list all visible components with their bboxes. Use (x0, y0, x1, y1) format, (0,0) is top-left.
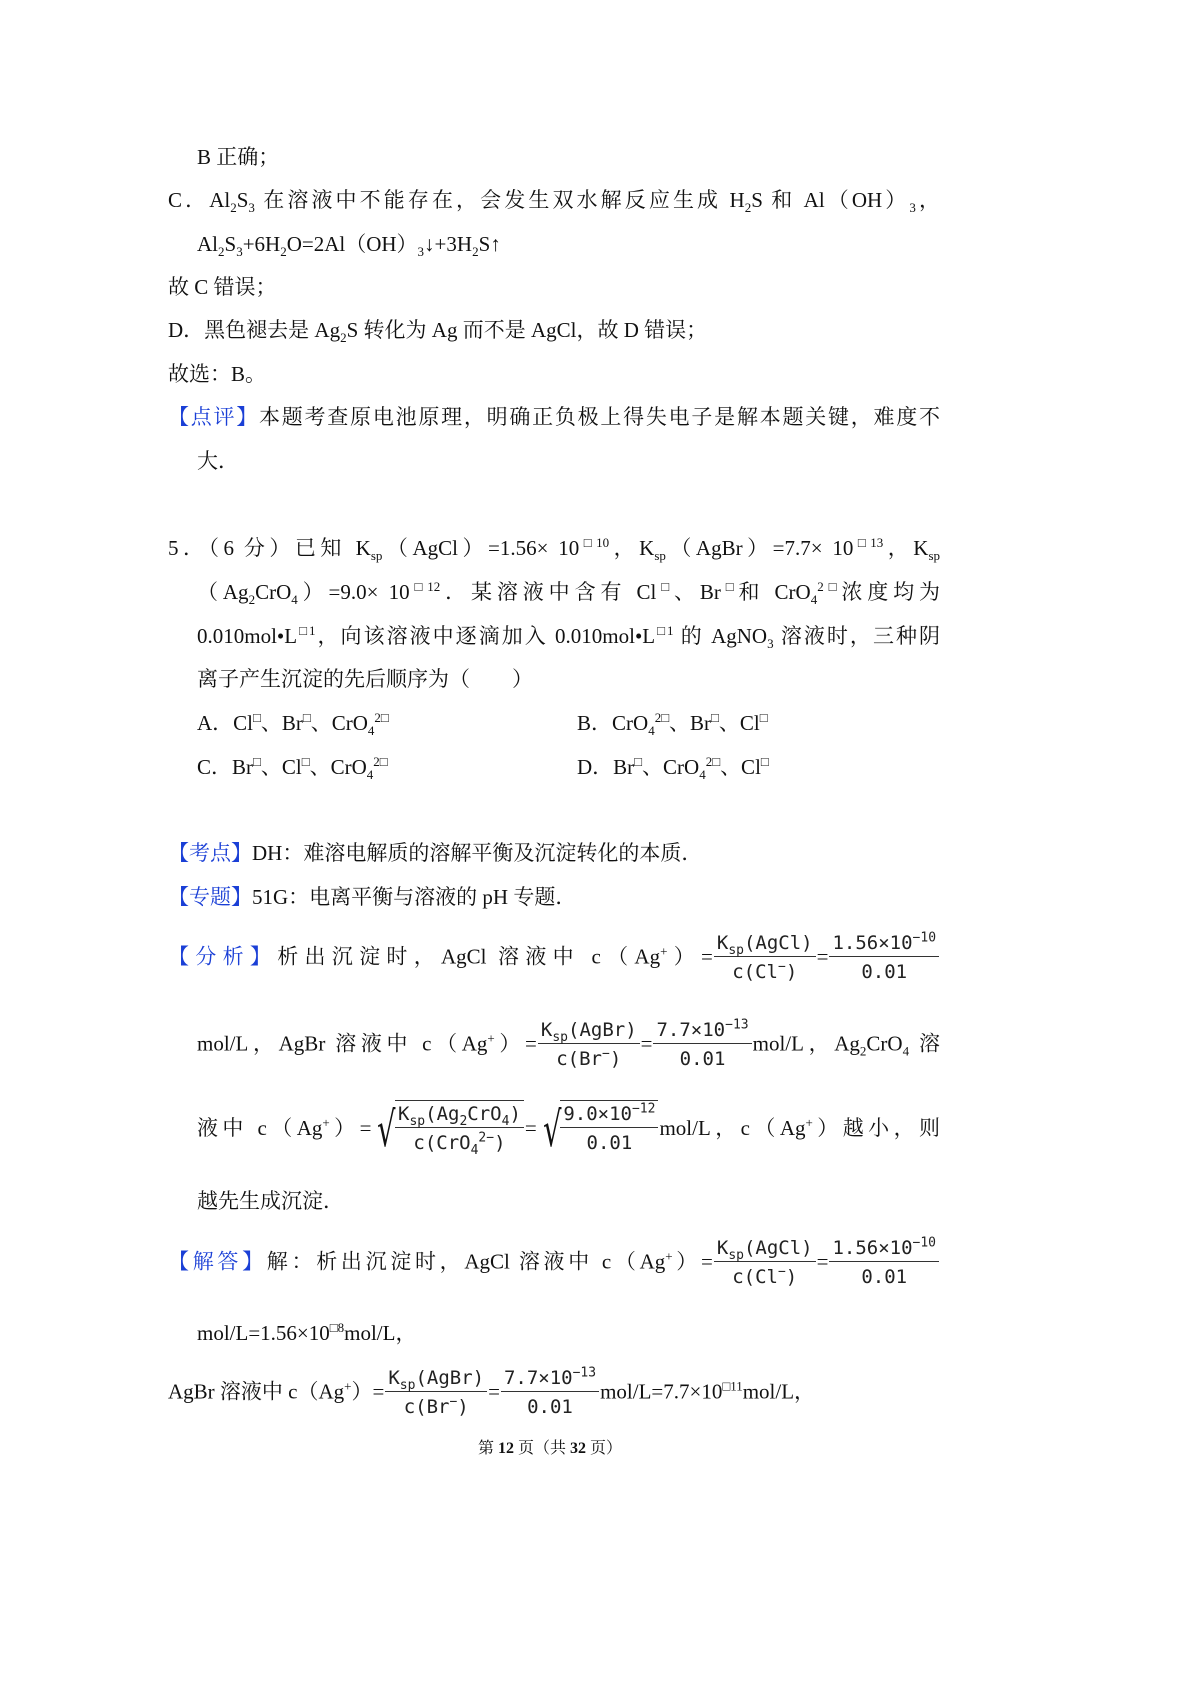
text-run: ，K (883, 536, 929, 560)
text-run: ，向该溶液中逐滴加入 0.010mol•L (315, 624, 656, 648)
text-run: 解：析出沉淀时，AgCl 溶液中 c（Ag (266, 1249, 666, 1274)
text-run: 、Br (260, 711, 303, 735)
text-run: 、Cl (720, 755, 761, 779)
text-run: (AgBr) (415, 1367, 485, 1389)
text-run: CrO (255, 580, 292, 604)
text-run: = (816, 1249, 829, 1274)
superscript: + (660, 943, 668, 959)
subscript: 4 (367, 723, 375, 739)
subscript: sp (370, 548, 383, 564)
text-run: K (398, 1103, 410, 1125)
text-run: （Ag (197, 580, 249, 604)
text-run: = (524, 1115, 537, 1140)
fraction-numerator (501, 1365, 599, 1392)
text-run: c(Cl (732, 1266, 778, 1288)
subscript: 2 (218, 244, 225, 260)
superscript: 2□ (817, 579, 842, 594)
text-run: (AgCl) (743, 1237, 813, 1259)
fraction-image (829, 1235, 939, 1292)
subscript: 4 (291, 592, 298, 608)
superscript: □ (759, 710, 768, 725)
text-run: 液中 c（Ag (197, 1115, 323, 1140)
subscript: sp (399, 1377, 416, 1393)
text-run: 0.01 (679, 1048, 726, 1070)
text-run: ）= (494, 1031, 537, 1056)
subscript: 4 (699, 767, 706, 783)
subscript: sp (409, 1113, 426, 1129)
superscript: □ (634, 754, 643, 769)
text-line (168, 186, 940, 214)
superscript: − (777, 1264, 786, 1280)
superscript: 2□ (654, 710, 670, 725)
text-run: 0.01 (586, 1132, 633, 1154)
text-run: 的 AgNO (673, 624, 768, 648)
radical-sign-icon: √ (542, 1102, 562, 1158)
fraction-numerator (829, 930, 939, 957)
superscript: + (665, 1248, 673, 1264)
text-line (197, 753, 388, 781)
superscript: 2□ (374, 710, 389, 725)
text-run: ，K (609, 536, 655, 560)
text-line (197, 143, 279, 171)
text-run: B．CrO (577, 711, 649, 735)
text-run: S 和 Al（OH） (751, 188, 910, 212)
superscript: −10 (912, 1235, 937, 1251)
superscript: □ (711, 710, 719, 725)
superscript: −13 (725, 1017, 749, 1033)
text-run: (AgBr) (568, 1019, 637, 1041)
text-run: ）越小，则 (812, 1115, 941, 1140)
text-run: S 转化为 Ag 而不是 AgCl，故 D 错误； (346, 318, 708, 342)
text-run: 大． (197, 449, 239, 473)
text-line (197, 1187, 344, 1215)
text-run: 9.0×10 (563, 1103, 632, 1125)
text-run: DH：难溶电解质的溶解平衡及沉淀转化的本质． (252, 841, 703, 865)
subscript: 3 (236, 244, 243, 260)
text-run: 离子产生沉淀的先后顺序为（ ） (197, 667, 533, 691)
text-run: 溶液时，三种阴 (773, 624, 940, 648)
text-line (168, 1235, 940, 1292)
text-line (168, 930, 940, 987)
text-run: mol/L=1.56×10 (197, 1321, 330, 1345)
page-number: 12 (497, 1440, 514, 1457)
subscript: sp (728, 942, 744, 958)
text-run: +6H (242, 232, 281, 256)
text-line (577, 753, 769, 781)
text-run: ↓+3H (424, 232, 473, 256)
text-run: CrO (866, 1031, 903, 1056)
subscript: sp (654, 548, 666, 564)
text-run: 7.7×10 (503, 1367, 573, 1389)
text-run: CrO (467, 1103, 502, 1125)
text-run: 故选：B。 (168, 362, 267, 386)
fraction-image (560, 1100, 658, 1160)
fraction-image (714, 930, 816, 987)
superscript: □ (253, 754, 261, 769)
superscript: 2− (478, 1130, 495, 1146)
text-run: （AgBr）=7.7× 10 (665, 536, 854, 560)
text-run: 和 CrO (738, 580, 811, 604)
text-line (197, 665, 533, 693)
text-run: 51G：电离平衡与溶液的 pH 专题． (252, 885, 577, 909)
fraction-denominator (401, 1392, 472, 1422)
text-run: 越先生成沉淀． (197, 1189, 344, 1213)
text-run: 7.7×10 (656, 1019, 726, 1041)
text-run: (AgCl) (743, 932, 813, 954)
text-line (197, 230, 501, 258)
fraction-image (501, 1365, 599, 1422)
fraction-denominator (729, 957, 800, 987)
text-run: 、Cl (260, 755, 302, 779)
text-run: Al (197, 232, 218, 256)
text-run: D．Br (577, 755, 635, 779)
section-label: 【点评】 (168, 405, 260, 429)
fraction-image (829, 930, 939, 987)
square-root (371, 1100, 524, 1160)
text-line (197, 578, 940, 606)
superscript: − (449, 1394, 458, 1410)
fraction-denominator (858, 1262, 910, 1292)
section-label: 【考点】 (168, 841, 252, 865)
superscript: −13 (572, 1365, 597, 1381)
text-run: 1.56×10 (832, 932, 913, 954)
subscript: 2 (340, 330, 347, 346)
superscript: □13 (853, 535, 884, 550)
superscript: □8 (329, 1320, 345, 1335)
subscript: 2 (472, 244, 479, 260)
text-run: AgBr 溶液中 c（Ag (168, 1379, 345, 1404)
text-line (168, 273, 277, 301)
subscript: 4 (501, 1113, 510, 1129)
section-label: 【专题】 (168, 885, 252, 909)
fraction-denominator (553, 1044, 624, 1074)
text-run: mol/L，c（Ag (659, 1115, 806, 1140)
text-run: c(Br (403, 1396, 450, 1418)
text-run: S (224, 232, 237, 256)
fraction-numerator (714, 930, 816, 957)
text-run: K (540, 1019, 553, 1041)
text-run: 、CrO (309, 755, 367, 779)
fraction-image (538, 1017, 640, 1074)
fraction-numerator (538, 1017, 640, 1044)
text-run: 在溶液中不能存在，会发生双水解反应生成 H (254, 188, 745, 212)
text-run: mol/L， (344, 1321, 417, 1345)
text-run: 0.01 (527, 1396, 573, 1418)
text-run: ）= (329, 1115, 372, 1140)
square-root (537, 1100, 660, 1160)
text-run: mol/L=7.7×10 (600, 1379, 723, 1404)
text-run: ）=9.0× 10 (297, 580, 410, 604)
text-line (168, 403, 940, 431)
subscript: 4 (648, 723, 655, 739)
superscript: − (602, 1046, 610, 1062)
text-line (197, 1100, 940, 1160)
text-run: C．Al (168, 188, 231, 212)
superscript: □ (301, 754, 310, 769)
subscript: 2 (230, 200, 237, 216)
superscript: □ (760, 754, 769, 769)
fraction-image (385, 1365, 487, 1422)
text-run: mol/L， (742, 1379, 816, 1404)
fraction-numerator (829, 1235, 939, 1262)
subscript: sp (552, 1029, 568, 1045)
subscript: 4 (902, 1043, 910, 1059)
text-run: ）= (672, 1249, 713, 1274)
fraction-image (653, 1017, 751, 1074)
fraction-denominator (584, 1128, 636, 1158)
fraction-numerator (653, 1017, 751, 1044)
text-run: ) (457, 1396, 469, 1418)
text-run: = (488, 1379, 500, 1404)
radical-sign-icon: √ (377, 1102, 396, 1158)
superscript: □11 (722, 1378, 743, 1394)
superscript: □10 (579, 535, 610, 550)
fraction-numerator (395, 1101, 524, 1128)
fraction-image (714, 1235, 816, 1292)
superscript: + (805, 1114, 813, 1130)
text-run: S (236, 188, 249, 212)
text-line (197, 622, 940, 650)
text-run: ) (494, 1132, 506, 1154)
text-run: 、CrO (642, 755, 700, 779)
text-run: ， (915, 188, 941, 212)
subscript: 4 (470, 1142, 479, 1158)
text-run: c(CrO (413, 1132, 471, 1154)
text-run: K (388, 1367, 400, 1389)
page-total: 32 (570, 1440, 586, 1457)
text-run: 故 C 错误； (168, 275, 277, 299)
text-run: 0.01 (861, 1266, 908, 1288)
text-run: ) (785, 961, 798, 983)
subscript: 2 (859, 1043, 867, 1059)
fraction-denominator (677, 1044, 729, 1074)
text-run: 0.010mol•L (197, 624, 298, 648)
superscript: □1 (655, 623, 674, 638)
text-run: ) (609, 1048, 622, 1070)
superscript: □12 (409, 579, 441, 594)
page-footer: 第 12 页（共 32 页） (477, 1440, 623, 1457)
text-run: c(Cl (732, 961, 778, 983)
text-run: mol/L，AgBr 溶液中 c（Ag (197, 1031, 488, 1056)
text-run: D．黑色褪去是 Ag (168, 318, 341, 342)
text-run: B 正确； (197, 145, 280, 169)
text-line (197, 447, 239, 475)
superscript: − (777, 959, 786, 975)
text-run: 、CrO (310, 711, 368, 735)
text-run: ）= (351, 1379, 385, 1404)
text-line (168, 534, 940, 562)
text-run: 浓度均为 (841, 580, 941, 604)
text-line (168, 1365, 815, 1422)
fraction-numerator (560, 1101, 658, 1128)
text-run: A．Cl (197, 711, 254, 735)
text-run: = (640, 1031, 653, 1056)
text-run: ．某溶液中含有 Cl (440, 580, 657, 604)
text-run: K (716, 932, 729, 954)
superscript: −10 (912, 930, 937, 946)
superscript: 2□ (705, 754, 721, 769)
subscript: 3 (909, 200, 916, 216)
text-run: c(Br (556, 1048, 602, 1070)
text-run: ) (509, 1103, 521, 1125)
fraction-denominator (524, 1392, 576, 1422)
subscript: 3 (248, 200, 255, 216)
superscript: 2□ (373, 754, 388, 769)
text-run: ) (785, 1266, 798, 1288)
text-run: 5．（6 分）已知 K (168, 536, 371, 560)
text-line (168, 316, 707, 344)
text-run: S↑ (478, 232, 501, 256)
subscript: sp (928, 548, 940, 564)
fraction-denominator (729, 1262, 800, 1292)
text-run: = (816, 944, 829, 969)
section-label: 【解答】 (168, 1249, 267, 1274)
text-run: 0.01 (861, 961, 908, 983)
text-run: (Ag (425, 1103, 460, 1125)
superscript: + (487, 1030, 495, 1046)
text-line (168, 839, 702, 867)
superscript: □ (302, 710, 311, 725)
text-run: ）= (667, 944, 713, 969)
fraction-image (395, 1100, 524, 1160)
fraction-numerator (714, 1235, 816, 1262)
subscript: sp (728, 1247, 744, 1263)
superscript: □ (253, 710, 261, 725)
subscript: 2 (280, 244, 287, 260)
superscript: + (322, 1114, 330, 1130)
text-run: 、Cl (718, 711, 760, 735)
text-run: 、Br (669, 711, 712, 735)
subscript: 2 (459, 1113, 468, 1129)
text-run: K (716, 1237, 729, 1259)
superscript: −12 (631, 1101, 656, 1117)
text-run: C．Br (197, 755, 254, 779)
subscript: 4 (810, 592, 818, 608)
subscript: 2 (248, 592, 256, 608)
text-line (197, 1319, 416, 1347)
text-line (168, 883, 576, 911)
fraction-numerator (385, 1365, 487, 1392)
text-run: O=2Al（OH） (286, 232, 418, 256)
fraction-denominator (858, 957, 910, 987)
subscript: 3 (767, 636, 774, 652)
subscript: 3 (417, 244, 425, 260)
text-run: 本题考查原电池原理，明确正负极上得失电子是解本题关键，难度不 (259, 405, 940, 429)
text-run: （AgCl）=1.56× 10 (382, 536, 580, 560)
superscript: □ (720, 579, 739, 594)
fraction-denominator (410, 1128, 508, 1158)
text-run: 溶 (909, 1031, 940, 1056)
subscript: 2 (744, 200, 752, 216)
text-line (577, 709, 768, 737)
text-run: mol/L，Ag (752, 1031, 860, 1056)
text-line (197, 709, 389, 737)
superscript: □1 (297, 623, 316, 638)
subscript: 4 (366, 767, 374, 783)
text-run: 、Br (673, 580, 721, 604)
text-line (168, 360, 266, 388)
text-line (197, 1017, 940, 1074)
superscript: + (344, 1378, 352, 1394)
text-run: 1.56×10 (832, 1237, 913, 1259)
superscript: □ (656, 579, 674, 594)
text-run: 析出沉淀时，AgCl 溶液中 c（Ag (277, 944, 661, 969)
section-label: 【分析】 (168, 944, 278, 969)
